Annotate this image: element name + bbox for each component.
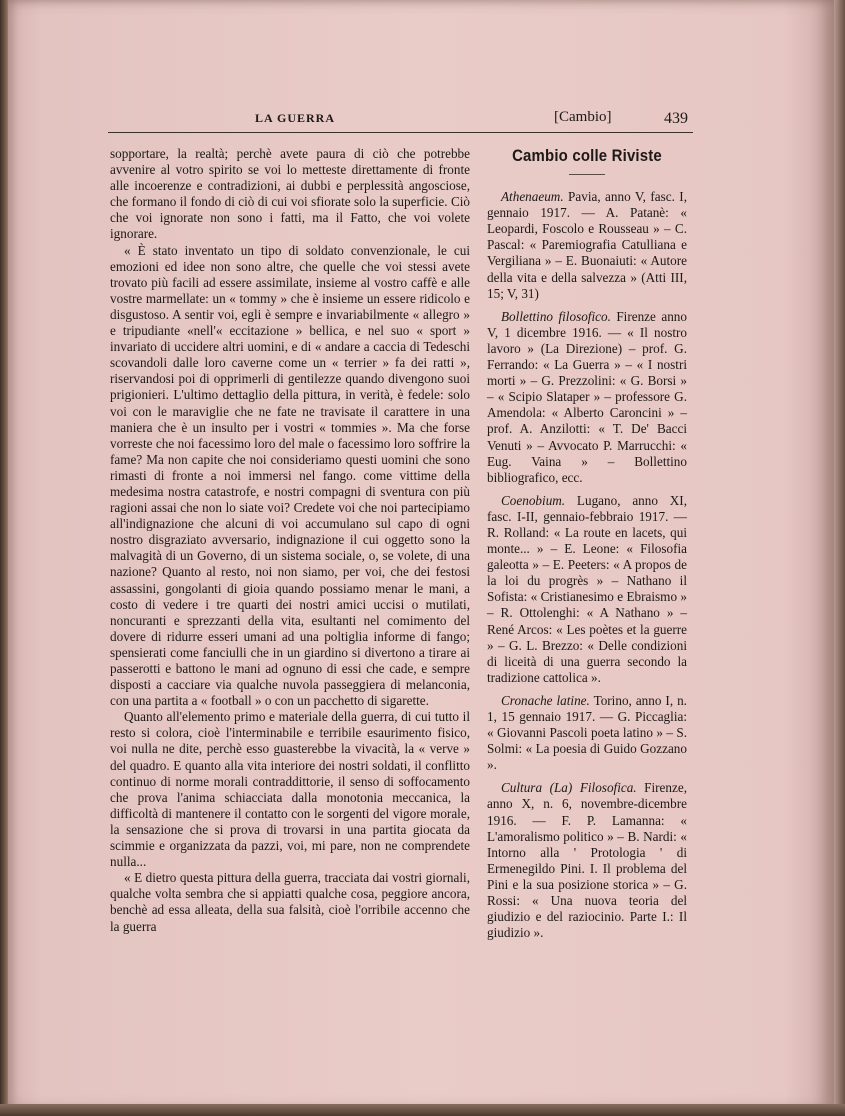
header-rule	[108, 132, 693, 133]
entry-text: Lugano, anno XI, fasc. I-II, gennaio-febbraio 1917. — R. Rolland: « La route en lacets, qui monte... » – E. Leone: « Filosofia galeotta » – E. Peeters: « A propos de la loi du progrès » – Nathano il Sofista: « Cristianesimo e Ebraismo » – R. Ottolenghi: « A Nathano » – René Arcos: « Les poètes et la guerre » – G. L. Brezzo: « Delle condizioni di liceità di una guerra secondo la tradizione cattolica ».	[487, 492, 687, 685]
paragraph: Quanto all'elemento primo e materiale della guerra, di cui tutto il resto si colora, cioè l'interminabile e terribile esaurimento fisico, voi nulla ne dite, perchè esso guasterebbe la vivacità, la « verve » del quadro. E quanto alla vita interiore dei nostri soldati, il conflitto continuo di norme morali contraddittorie, il senso di soffocamento che prova l'anima schiacciata dalla monotonia meccanica, la difficoltà di mantenere il contatto con le sorgenti del vigore morale, la sensazione che si prova di trovarsi in una partita giocata da scimmie e organizzata da pazzi, voi, mi pare, non ne comprendete nulla...	[110, 709, 470, 870]
paragraph: « È stato inventato un tipo di soldato convenzionale, le cui emozioni ed idee non sono altre, che quelle che voi stessi avete trovato più facili ad essere assimilate, insieme al vostro caffè e alle vostre marmellate: un « tommy » che è insieme un essere ridicolo e disgustoso. A sentir voi, egli è sempre e invariabilmente « allegro » e tripudiante «nell'« eccitazione » bellica, e nel suo « sport » invariato di uccidere altri uomini, e di « andare a caccia di Tedeschi scovandoli dalle loro caverne come un « terrier » fa dei ratti », riservandosi poi di opprimerli di gentilezze quando divengono suoi prigionieri. L'ultimo dettaglio della pittura, in verità, è fedele: solo voi con le maraviglie che ne fate ne travisate il carattere in una maniera che è un insulto per i vostri « tommies ». Ma che forse vorreste che noi facessimo loro del male o facessimo loro soffrire la fame? Ma non capite che noi consideriamo questi uomini che sono rimasti di fronte a noi immersi nel fango. come vittime della medesima nostra catastrofe, e nostri compagni di sventura con più ragioni assai che non lo siate voi? Credete voi che noi partecipiamo all'indignazione che alcuni di voi accumulano sul capo di ogni nostro disgraziato avversario, indignazione il cui oggetto sono la malvagità di un Governo, di un sistema sociale, o, se volete, di una nazione? Quanto al resto, noi non siamo, per voi, che dei festosi assassini, gongolanti di gioia quando possiamo menar le mani, a costo di vedere i tre quarti dei nostri amici uccisi o mutilati, noncuranti e sprezzanti della vita, esultanti nel comimento del dovere di ridurre esseri umani ad una poltiglia informe di fango; spensierati come fanciulli che in un giardino si divertono a tirare ai passerotti e battono le mani ad ognuno di essi che cade, e sempre disposti a cacciare via qualche nuvola passeggiera di melanconia, con una partita a « football » o con un pacchetto di sigarette.	[110, 242, 470, 709]
page-number: 439	[664, 110, 688, 127]
page-edge-right	[834, 0, 845, 1116]
review-entry	[487, 780, 687, 941]
journal-title: Coenobium.	[501, 492, 566, 508]
entry-text: Pavia, anno V, fasc. I, gennaio 1917. — A. Patanè: « Leopardi, Foscolo e Rousseau » – C. Pascal: « Paremiografia Catulliana e Vergiliana » – E. Buonaiuti: « Autore della vita e della salvezza » (Atti III, 15; V, 31)	[487, 189, 687, 301]
entry-text: Torino, anno I, n. 1, 15 gennaio 1917. — G. Piccaglia: « Giovanni Pascoli poeta latino » – S. Solmi: « La poesia di Guido Gozzano ».	[487, 692, 687, 773]
journal-title: Bollettino filosofico.	[501, 308, 611, 324]
page-edge-bottom	[0, 1104, 845, 1116]
review-entry	[487, 189, 687, 302]
heading-rule	[569, 174, 605, 175]
paragraph: « E dietro questa pittura della guerra, tracciata dai vostri giornali, qualche volta sembra che si appiatti qualche cosa, peggiore ancora, benchè ad essa alleata, della sua falsità, cioè l'orribile accenno che la guerra	[110, 870, 470, 934]
page-header	[108, 108, 693, 134]
review-entry	[487, 693, 687, 773]
section-label: [Cambio]	[554, 109, 612, 125]
entry-text: Firenze anno V, 1 dicembre 1916. — « Il nostro lavoro » (La Direzione) – prof. G. Ferrando: « La Guerra » – « I nostri morti » – G. Prezzolini: « G. Borsi » – « Scipio Slataper » – professore G. Amendola: « Alberto Caroncini » – prof. A. Anzilotti: « T. De' Bacci Venuti » – Avvocato P. Marrucchi: « Eug. Vaina » – Bollettino bibliografico, ecc.	[487, 308, 687, 485]
right-column	[487, 148, 687, 948]
review-entry	[487, 493, 687, 686]
left-column	[110, 146, 470, 935]
review-entry	[487, 309, 687, 486]
section-heading: Cambio colle Riviste	[512, 146, 662, 165]
journal-title: Athenaeum.	[501, 189, 564, 205]
paragraph: sopportare, la realtà; perchè avete paura di ciò che potrebbe avvenire al votro spirito se voi lo metteste direttamente di fronte alle incoerenze e contradizioni, ai dubbi e perplessità angosciose, che formano il fondo di ciò di cui voi sfiorate solo la superficie. Ciò che voi ignorate non sono i fatti, ma il Fatto, che voi volete ignorare.	[110, 146, 470, 242]
running-title: LA GUERRA	[255, 111, 336, 125]
journal-title: Cronache latine.	[501, 692, 590, 708]
journal-title: Cultura (La) Filosofica.	[501, 780, 637, 796]
entry-text: Firenze, anno X, n. 6, novembre-dicembre 1916. — F. P. Lamanna: « L'amoralismo politico » – B. Nardi: « Intorno alla ' Protologia ' di Ermenegildo Pini. I. Il problema del Pini e la sua posizione storica » – G. Rossi: « Una nuova teoria del giudizio e del raziocinio. Parte I.: Il giudizio ».	[487, 780, 687, 941]
